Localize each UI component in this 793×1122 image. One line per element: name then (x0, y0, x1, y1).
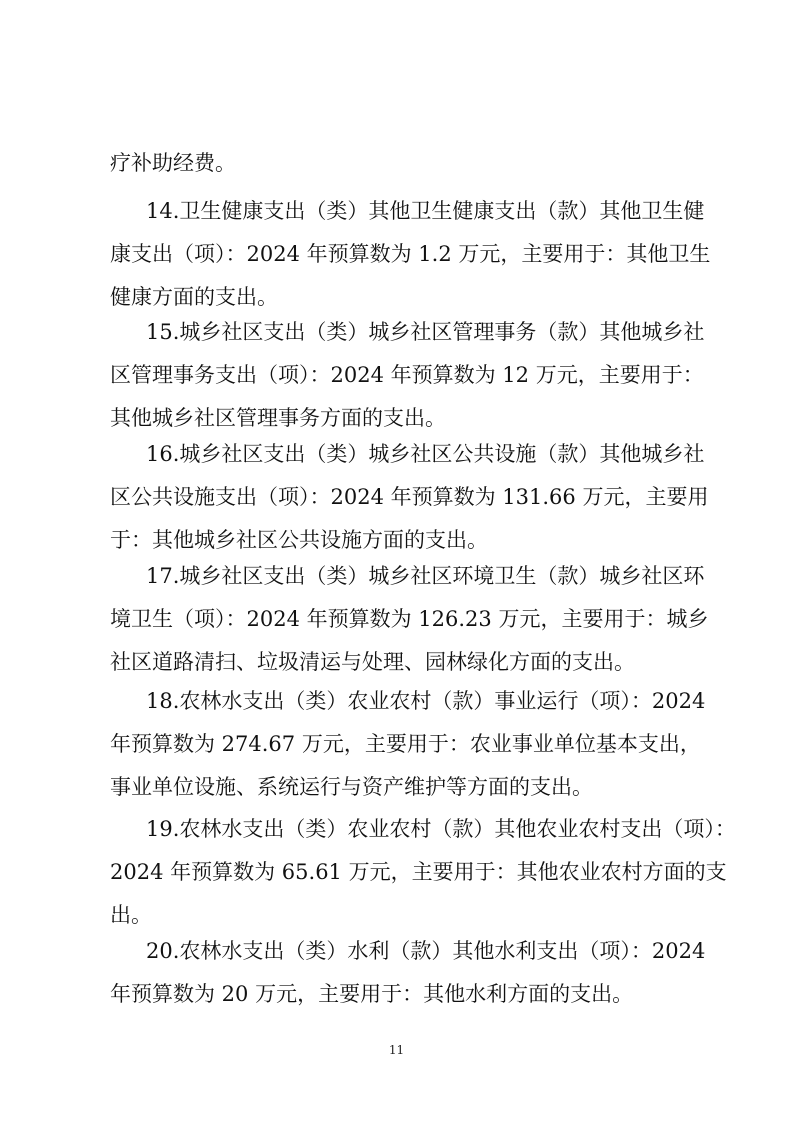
text-line: 区公共设施支出（项）：2024 年预算数为 131.66 万元，主要用 (110, 485, 709, 509)
text-line: 疗补助经费。 (110, 151, 236, 175)
text-line: 18.农林水支出（类）农业农村（款）事业运行（项）：2024 (146, 689, 706, 713)
text-line: 健康方面的支出。 (110, 285, 278, 309)
text-line: 年预算数为 274.67 万元，主要用于：农业事业单位基本支出， (110, 732, 701, 756)
text-line: 20.农林水支出（类）水利（款）其他水利支出（项）：2024 (146, 939, 706, 963)
text-line: 事业单位设施、系统运行与资产维护等方面的支出。 (110, 775, 593, 799)
text-line: 2024 年预算数为 65.61 万元，主要用于：其他农业农村方面的支 (110, 860, 727, 884)
text-line: 境卫生（项）：2024 年预算数为 126.23 万元，主要用于：城乡 (110, 607, 709, 631)
text-line: 社区道路清扫、垃圾清运与处理、园林绿化方面的支出。 (110, 650, 635, 674)
text-line: 15.城乡社区支出（类）城乡社区管理事务（款）其他城乡社 (146, 320, 705, 344)
text-line: 于：其他城乡社区公共设施方面的支出。 (110, 528, 488, 552)
text-line: 康支出（项）：2024 年预算数为 1.2 万元，主要用于：其他卫生 (110, 242, 711, 266)
text-line: 出。 (110, 903, 152, 927)
text-line: 17.城乡社区支出（类）城乡社区环境卫生（款）城乡社区环 (146, 564, 705, 588)
text-line: 区管理事务支出（项）：2024 年预算数为 12 万元，主要用于： (110, 363, 704, 387)
text-line: 14.卫生健康支出（类）其他卫生健康支出（款）其他卫生健 (146, 199, 705, 223)
text-line: 16.城乡社区支出（类）城乡社区公共设施（款）其他城乡社 (146, 442, 705, 466)
text-line: 年预算数为 20 万元，主要用于：其他水利方面的支出。 (110, 982, 634, 1006)
page-number: 11 (388, 1043, 405, 1057)
text-line: 19.农林水支出（类）农业农村（款）其他农业农村支出（项）： (146, 817, 736, 841)
text-line: 其他城乡社区管理事务方面的支出。 (110, 406, 446, 430)
